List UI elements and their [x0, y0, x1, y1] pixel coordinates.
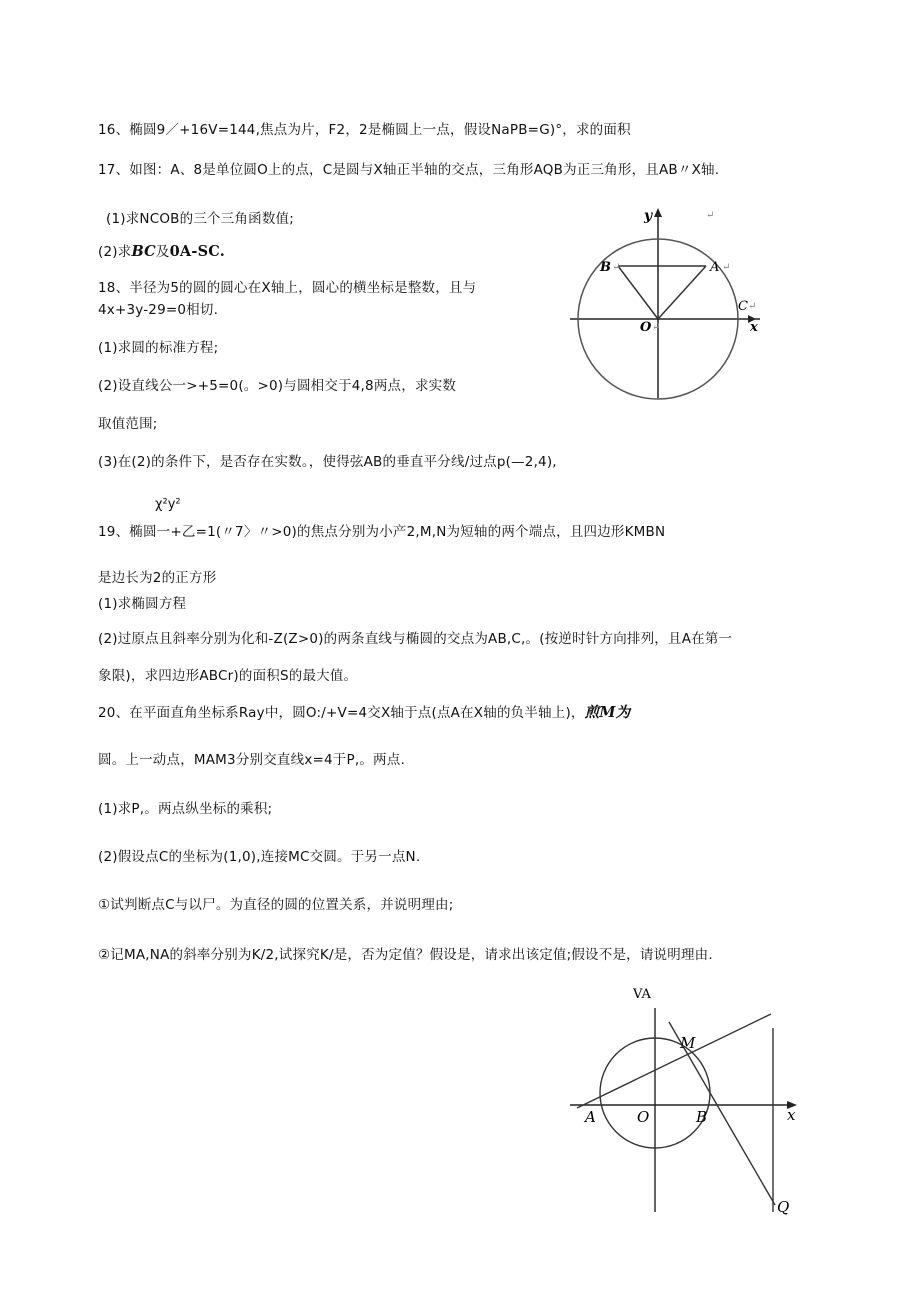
- vector-expression: 0A-SC.: [169, 243, 225, 260]
- problem-20-part-2: (2)假设点C的坐标为(1,0),连接MC交圆。于另一点N.: [98, 849, 421, 865]
- problem-18-line-b: 4x+3y-29=0相切.: [98, 302, 219, 318]
- line-am: [577, 1014, 771, 1108]
- problem-20-part-2b: ②记MA,NA的斜率分别为K/2,试探究K/是，否为定值？假设是，请求出该定值;假设不是，请说明理由.: [98, 947, 713, 963]
- label-a: A: [710, 260, 720, 275]
- problem-19-cont: 是边长为2的正方形: [98, 570, 217, 586]
- label-c-mark: ↵: [748, 301, 757, 312]
- label-q: Q: [777, 1198, 790, 1216]
- problem-19-part-2: (2)过原点且斜率分别为化和-Z(Z>0)的两条直线与椭圆的交点为AB,C,。(按逆时针方向排列，且A在第一: [98, 631, 733, 647]
- label-o-mark: ↵: [652, 322, 661, 333]
- label-o: O: [640, 320, 652, 335]
- problem-17-part-2-mid: 及: [155, 244, 170, 260]
- label-y: y: [644, 208, 653, 224]
- problem-17: 17、如图：A、8是单位圆O上的点，C是圆与X轴正半轴的交点，三角形AQB为正三角形，且AB〃X轴.: [98, 162, 720, 178]
- label-mark-top: ↵: [706, 210, 715, 221]
- circle-lines-figure: [565, 980, 805, 1220]
- problem-20-cont: 圆。上一动点，MAM3分别交直线x=4于P,。两点.: [98, 752, 405, 768]
- label-c: C: [738, 299, 748, 314]
- label-o: O: [637, 1108, 650, 1126]
- problem-18-part-2: (2)设直线公一>+5=0(。>0)与圆相交于4,8两点，求实数: [98, 378, 457, 394]
- problem-18-part-3: (3)在(2)的条件下，是否存在实数。，使得弦AB的垂直平分线/过点p(—2,4),: [98, 454, 557, 470]
- problem-20-italic: 煎M为: [584, 704, 631, 721]
- problem-16: 16、椭圆9／+16V=144,焦点为片，F2，2是椭圆上一点，假设NaPB=G)°，求的面积: [98, 122, 631, 138]
- label-b-mark: ↵: [612, 262, 621, 273]
- problem-18-line-a: 18、半径为5的圆的圆心在X轴上，圆心的横坐标是整数，且与: [98, 280, 477, 296]
- unit-circle-figure: [560, 200, 770, 400]
- problem-19: 19、椭圆一+乙=1(〃7〉〃>0)的焦点分别为小产2,M,N为短轴的两个端点，且四边形KMBN: [98, 524, 666, 540]
- problem-20-part-1: (1)求P,。两点纵坐标的乘积;: [98, 801, 273, 817]
- vector-bc: BC: [131, 243, 156, 260]
- y-axis-arrow: [654, 208, 662, 217]
- segment-ob: [618, 266, 658, 319]
- label-m: M: [680, 1034, 696, 1052]
- problem-17-part-2: [98, 243, 225, 261]
- segment-oa: [658, 266, 706, 319]
- problem-19-part-1: (1)求椭圆方程: [98, 596, 187, 612]
- problem-19-part-2-cont: 象限)，求四边形ABCr)的面积S的最大值。: [98, 668, 358, 684]
- problem-18-part-1: (1)求圆的标准方程;: [98, 340, 219, 356]
- problem-17-part-1: (1)求NCOB的三个三角函数值;: [106, 211, 294, 227]
- label-b: B: [696, 1108, 708, 1126]
- problem-20: [98, 704, 630, 722]
- label-a-mark: ↵: [722, 262, 731, 273]
- problem-20-text: 20、在平面直角坐标系Ray中，圆O:/+V=4交X轴于点(点A在X轴的负半轴上)，: [98, 705, 585, 721]
- label-b: B: [600, 260, 611, 275]
- label-x: x: [750, 320, 758, 335]
- label-x: x: [787, 1106, 796, 1124]
- problem-17-part-2-prefix: (2)求: [98, 244, 132, 260]
- problem-20-part-2a: ①试判断点C与以尸。为直径的圆的位置关系，并说明理由;: [98, 897, 454, 913]
- problem-18-part-2-cont: 取值范围;: [98, 416, 158, 432]
- problem-19-superscript: χ²y²: [155, 497, 181, 512]
- label-a: A: [585, 1108, 596, 1126]
- label-y-axis: VA: [633, 987, 651, 1002]
